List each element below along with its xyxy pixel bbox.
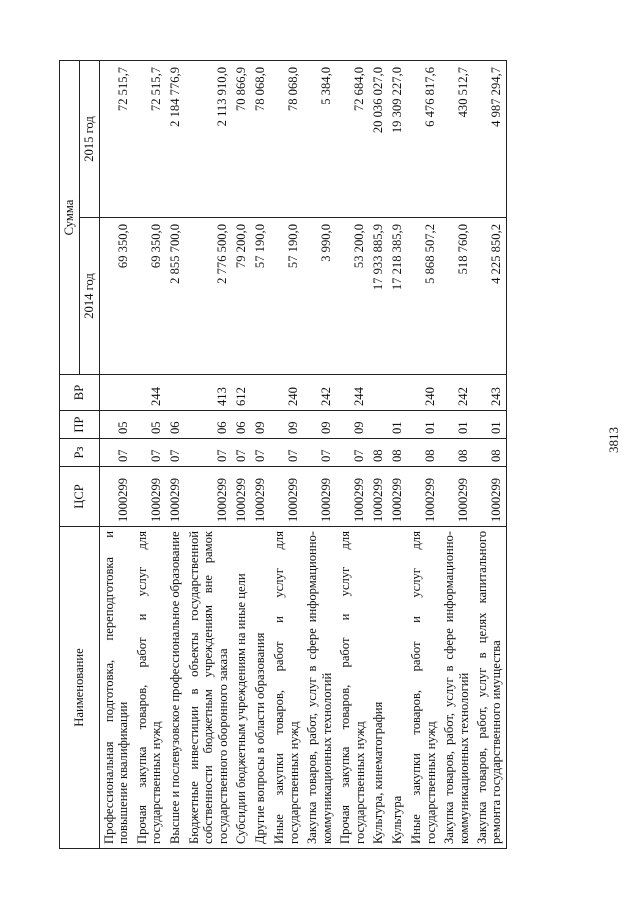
table-row [166,60,185,848]
row-sum-2015: 72 515,7 [133,60,166,217]
row-sum-2014: 57 190,0 [251,218,270,375]
row-sum-2015: 78 068,0 [251,60,270,217]
row-pr: 01 [388,411,407,439]
row-name: Закупка товаров, работ, услуг в сфере информационно-коммуникационных технологий [440,527,473,849]
row-csr: 1000299 [473,467,506,527]
table-row [100,60,133,848]
row-vr: 244 [336,375,369,411]
row-csr: 1000299 [369,467,388,527]
row-name: Другие вопросы в области образования [251,527,270,849]
page-number: 3813 [606,427,621,453]
row-sum-2015: 4 987 294,7 [473,60,506,217]
row-vr: 242 [303,375,336,411]
row-rz: 07 [166,439,185,467]
table-row [388,60,407,848]
header-name: Наименование [60,527,100,849]
row-vr: 240 [270,375,303,411]
row-sum-2015: 2 184 776,9 [166,60,185,217]
row-pr: 09 [251,411,270,439]
row-rz: 07 [100,439,133,467]
row-sum-2015: 78 068,0 [270,60,303,217]
row-vr [251,375,270,411]
row-name: Прочая закупка товаров, работ и услуг для государственных нужд [336,527,369,849]
table-row [232,60,251,848]
header-2014: 2014 год [80,218,100,375]
row-vr [369,375,388,411]
row-csr: 1000299 [303,467,336,527]
header-2015: 2015 год [80,60,100,217]
budget-table [59,60,507,849]
table-row [369,60,388,848]
row-vr [388,375,407,411]
row-name: Прочая закупка товаров, работ и услуг для государственных нужд [133,527,166,849]
row-sum-2014: 5 868 507,2 [407,218,440,375]
row-vr: 612 [232,375,251,411]
table-row [473,60,506,848]
row-vr: 244 [133,375,166,411]
row-pr: 09 [303,411,336,439]
row-pr: 09 [336,411,369,439]
table-row [185,60,232,848]
row-sum-2014: 17 218 385,9 [388,218,407,375]
row-sum-2015: 430 512,7 [440,60,473,217]
row-csr: 1000299 [185,467,232,527]
row-sum-2014: 2 855 700,0 [166,218,185,375]
row-csr: 1000299 [407,467,440,527]
row-rz: 07 [251,439,270,467]
row-rz: 07 [185,439,232,467]
row-pr: 09 [270,411,303,439]
row-pr: 06 [166,411,185,439]
table-row [133,60,166,848]
row-sum-2015: 72 684,0 [336,60,369,217]
row-rz: 08 [388,439,407,467]
row-name: Высшее и послевузовское профессиональное образование [166,527,185,849]
table-row [407,60,440,848]
row-name: Закупка товаров, работ, услуг в сфере информационно-коммуникационных технологий [303,527,336,849]
header-rz: Рз [60,439,100,467]
row-sum-2014: 69 350,0 [133,218,166,375]
row-name: Культура [388,527,407,849]
row-sum-2015: 5 384,0 [303,60,336,217]
row-sum-2015: 70 866,9 [232,60,251,217]
table-row [303,60,336,848]
header-vr: ВР [60,375,100,411]
header-sum: Сумма [60,60,80,374]
row-csr: 1000299 [251,467,270,527]
table-row [251,60,270,848]
row-name: Субсидии бюджетным учреждениям на иные цели [232,527,251,849]
row-sum-2014: 3 990,0 [303,218,336,375]
row-rz: 08 [440,439,473,467]
row-sum-2014: 53 200,0 [336,218,369,375]
row-sum-2014: 4 225 850,2 [473,218,506,375]
row-vr [166,375,185,411]
row-vr: 243 [473,375,506,411]
row-name: Профессиональная подготовка, переподготовка и повышение квалификации [100,527,133,849]
row-pr: 01 [473,411,506,439]
row-sum-2014: 69 350,0 [100,218,133,375]
row-csr: 1000299 [336,467,369,527]
row-csr: 1000299 [270,467,303,527]
row-vr: 413 [185,375,232,411]
row-pr: 01 [440,411,473,439]
row-sum-2015: 2 113 910,0 [185,60,232,217]
table-row [336,60,369,848]
row-sum-2015: 6 476 817,6 [407,60,440,217]
header-csr: ЦСР [60,467,100,527]
row-pr: 05 [100,411,133,439]
row-name: Бюджетные инвестиции в объекты государственной собственности бюджетным учреждениям вне рамок государственного оборонного заказа [185,527,232,849]
row-sum-2015: 72 515,7 [100,60,133,217]
row-sum-2014: 57 190,0 [270,218,303,375]
row-sum-2014: 79 200,0 [232,218,251,375]
row-sum-2015: 20 036 027,0 [369,60,388,217]
table-row [270,60,303,848]
row-rz: 07 [133,439,166,467]
row-name: Закупка товаров, работ, услуг в целях капитального ремонта государственного имущества [473,527,506,849]
row-rz: 08 [407,439,440,467]
row-csr: 1000299 [133,467,166,527]
row-sum-2014: 518 760,0 [440,218,473,375]
row-sum-2014: 2 776 500,0 [185,218,232,375]
row-csr: 1000299 [232,467,251,527]
row-pr: 05 [133,411,166,439]
row-csr: 1000299 [100,467,133,527]
row-vr: 240 [407,375,440,411]
table-row [440,60,473,848]
row-vr: 242 [440,375,473,411]
row-csr: 1000299 [166,467,185,527]
row-rz: 07 [336,439,369,467]
row-rz: 08 [369,439,388,467]
row-csr: 1000299 [440,467,473,527]
row-name: Культура, кинематография [369,527,388,849]
row-sum-2015: 19 309 227,0 [388,60,407,217]
table-body [100,60,507,848]
row-vr [100,375,133,411]
row-pr [369,411,388,439]
row-sum-2014: 17 933 885,9 [369,218,388,375]
row-rz: 08 [473,439,506,467]
row-pr: 01 [407,411,440,439]
row-rz: 07 [270,439,303,467]
row-pr: 06 [232,411,251,439]
row-pr: 06 [185,411,232,439]
row-name: Иные закупки товаров, работ и услуг для государственных нужд [270,527,303,849]
row-name: Иные закупки товаров, работ и услуг для государственных нужд [407,527,440,849]
row-csr: 1000299 [388,467,407,527]
row-rz: 07 [232,439,251,467]
header-pr: ПР [60,411,100,439]
row-rz: 07 [303,439,336,467]
